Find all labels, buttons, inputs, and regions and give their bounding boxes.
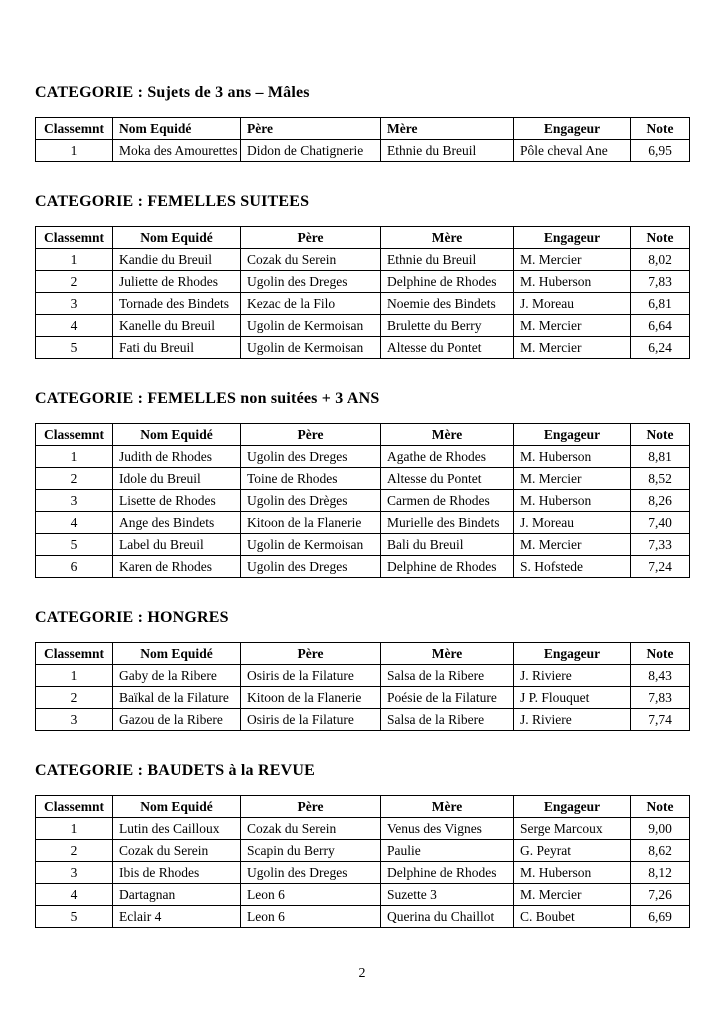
rank-cell: 5 — [36, 534, 113, 556]
horse-name-cell: Dartagnan — [113, 884, 241, 906]
dam-cell: Paulie — [381, 840, 514, 862]
score-cell: 8,52 — [631, 468, 690, 490]
dam-cell: Agathe de Rhodes — [381, 446, 514, 468]
score-cell: 8,43 — [631, 665, 690, 687]
category-title: CATEGORIE : FEMELLES SUITEES — [35, 193, 310, 210]
sire-cell: Ugolin de Kermoisan — [241, 315, 381, 337]
owner-cell: M. Mercier — [514, 249, 631, 271]
score-cell: 7,26 — [631, 884, 690, 906]
rank-cell: 2 — [36, 687, 113, 709]
table-row — [36, 534, 690, 556]
owner-cell: M. Mercier — [514, 315, 631, 337]
column-header: Mère — [381, 118, 514, 140]
column-header: Mère — [381, 227, 514, 249]
sire-cell: Ugolin de Kermoisan — [241, 534, 381, 556]
table-row — [36, 556, 690, 578]
sire-cell: Leon 6 — [241, 884, 381, 906]
score-cell: 8,12 — [631, 862, 690, 884]
rank-cell: 6 — [36, 556, 113, 578]
dam-cell: Ethnie du Breuil — [381, 249, 514, 271]
owner-cell: M. Huberson — [514, 862, 631, 884]
column-header: Classemnt — [36, 643, 113, 665]
table-row — [36, 446, 690, 468]
sire-cell: Ugolin des Drèges — [241, 490, 381, 512]
column-header: Classemnt — [36, 118, 113, 140]
results-table — [35, 226, 690, 359]
header-row — [36, 796, 690, 818]
score-cell: 6,69 — [631, 906, 690, 928]
sire-cell: Ugolin des Dreges — [241, 271, 381, 293]
column-header: Engageur — [514, 118, 631, 140]
horse-name-cell: Fati du Breuil — [113, 337, 241, 359]
owner-cell: Pôle cheval Ane — [514, 140, 631, 162]
owner-cell: M. Mercier — [514, 337, 631, 359]
dam-cell: Delphine de Rhodes — [381, 271, 514, 293]
column-header: Père — [241, 118, 381, 140]
horse-name-cell: Tornade des Bindets — [113, 293, 241, 315]
sire-cell: Osiris de la Filature — [241, 709, 381, 731]
dam-cell: Altesse du Pontet — [381, 337, 514, 359]
column-header: Mère — [381, 643, 514, 665]
table-row — [36, 512, 690, 534]
rank-cell: 1 — [36, 140, 113, 162]
rank-cell: 5 — [36, 906, 113, 928]
owner-cell: S. Hofstede — [514, 556, 631, 578]
score-cell: 8,26 — [631, 490, 690, 512]
dam-cell: Bali du Breuil — [381, 534, 514, 556]
rank-cell: 3 — [36, 862, 113, 884]
dam-cell: Brulette du Berry — [381, 315, 514, 337]
table-row — [36, 906, 690, 928]
category-title: CATEGORIE : Sujets de 3 ans – Mâles — [35, 84, 310, 101]
table-row — [36, 293, 690, 315]
owner-cell: J. Moreau — [514, 293, 631, 315]
horse-name-cell: Kanelle du Breuil — [113, 315, 241, 337]
score-cell: 8,62 — [631, 840, 690, 862]
column-header: Nom Equidé — [113, 424, 241, 446]
column-header: Note — [631, 643, 690, 665]
dam-cell: Murielle des Bindets — [381, 512, 514, 534]
rank-cell: 3 — [36, 709, 113, 731]
sire-cell: Ugolin des Dreges — [241, 556, 381, 578]
score-cell: 7,40 — [631, 512, 690, 534]
rank-cell: 1 — [36, 665, 113, 687]
rank-cell: 4 — [36, 315, 113, 337]
sire-cell: Kitoon de la Flanerie — [241, 687, 381, 709]
header-row — [36, 118, 690, 140]
horse-name-cell: Cozak du Serein — [113, 840, 241, 862]
horse-name-cell: Lutin des Cailloux — [113, 818, 241, 840]
rank-cell: 5 — [36, 337, 113, 359]
table-row — [36, 249, 690, 271]
score-cell: 6,64 — [631, 315, 690, 337]
column-header: Note — [631, 227, 690, 249]
dam-cell: Querina du Chaillot — [381, 906, 514, 928]
dam-cell: Delphine de Rhodes — [381, 556, 514, 578]
horse-name-cell: Moka des Amourettes — [113, 140, 241, 162]
sire-cell: Leon 6 — [241, 906, 381, 928]
horse-name-cell: Gazou de la Ribere — [113, 709, 241, 731]
sections-container — [35, 85, 689, 928]
results-table — [35, 795, 690, 928]
category-title: CATEGORIE : BAUDETS à la REVUE — [35, 762, 315, 779]
column-header: Nom Equidé — [113, 643, 241, 665]
owner-cell: C. Boubet — [514, 906, 631, 928]
column-header: Engageur — [514, 227, 631, 249]
header-row — [36, 424, 690, 446]
sire-cell: Kezac de la Filo — [241, 293, 381, 315]
sire-cell: Toine de Rhodes — [241, 468, 381, 490]
table-row — [36, 665, 690, 687]
table-row — [36, 840, 690, 862]
horse-name-cell: Ibis de Rhodes — [113, 862, 241, 884]
column-header: Note — [631, 796, 690, 818]
horse-name-cell: Baïkal de la Filature — [113, 687, 241, 709]
score-cell: 6,81 — [631, 293, 690, 315]
header-row — [36, 227, 690, 249]
sire-cell: Scapin du Berry — [241, 840, 381, 862]
rank-cell: 1 — [36, 249, 113, 271]
rank-cell: 3 — [36, 293, 113, 315]
owner-cell: Serge Marcoux — [514, 818, 631, 840]
owner-cell: M. Huberson — [514, 271, 631, 293]
dam-cell: Poésie de la Filature — [381, 687, 514, 709]
owner-cell: M. Mercier — [514, 468, 631, 490]
owner-cell: J P. Flouquet — [514, 687, 631, 709]
column-header: Classemnt — [36, 796, 113, 818]
dam-cell: Altesse du Pontet — [381, 468, 514, 490]
score-cell: 8,02 — [631, 249, 690, 271]
column-header: Nom Equidé — [113, 227, 241, 249]
column-header: Engageur — [514, 796, 631, 818]
owner-cell: M. Huberson — [514, 490, 631, 512]
column-header: Note — [631, 424, 690, 446]
horse-name-cell: Gaby de la Ribere — [113, 665, 241, 687]
rank-cell: 2 — [36, 468, 113, 490]
column-header: Père — [241, 643, 381, 665]
horse-name-cell: Label du Breuil — [113, 534, 241, 556]
results-table — [35, 642, 690, 731]
page-number: 2 — [358, 966, 366, 981]
owner-cell: M. Huberson — [514, 446, 631, 468]
dam-cell: Carmen de Rhodes — [381, 490, 514, 512]
table-row — [36, 490, 690, 512]
rank-cell: 3 — [36, 490, 113, 512]
horse-name-cell: Ange des Bindets — [113, 512, 241, 534]
rank-cell: 2 — [36, 271, 113, 293]
owner-cell: J. Riviere — [514, 665, 631, 687]
sire-cell: Osiris de la Filature — [241, 665, 381, 687]
owner-cell: G. Peyrat — [514, 840, 631, 862]
results-table — [35, 423, 690, 578]
table-row — [36, 468, 690, 490]
dam-cell: Noemie des Bindets — [381, 293, 514, 315]
category-section — [35, 194, 689, 359]
score-cell: 7,33 — [631, 534, 690, 556]
category-title: CATEGORIE : FEMELLES non suitées + 3 ANS — [35, 390, 380, 407]
horse-name-cell: Kandie du Breuil — [113, 249, 241, 271]
results-table — [35, 117, 690, 162]
dam-cell: Ethnie du Breuil — [381, 140, 514, 162]
column-header: Mère — [381, 424, 514, 446]
owner-cell: M. Mercier — [514, 884, 631, 906]
horse-name-cell: Karen de Rhodes — [113, 556, 241, 578]
horse-name-cell: Eclair 4 — [113, 906, 241, 928]
score-cell: 7,83 — [631, 687, 690, 709]
column-header: Père — [241, 796, 381, 818]
column-header: Engageur — [514, 424, 631, 446]
score-cell: 8,81 — [631, 446, 690, 468]
horse-name-cell: Judith de Rhodes — [113, 446, 241, 468]
owner-cell: J. Riviere — [514, 709, 631, 731]
score-cell: 6,95 — [631, 140, 690, 162]
table-row — [36, 315, 690, 337]
category-section — [35, 85, 689, 162]
dam-cell: Salsa de la Ribere — [381, 709, 514, 731]
table-row — [36, 884, 690, 906]
table-row — [36, 818, 690, 840]
column-header: Père — [241, 227, 381, 249]
table-row — [36, 687, 690, 709]
category-section — [35, 763, 689, 928]
table-row — [36, 862, 690, 884]
dam-cell: Salsa de la Ribere — [381, 665, 514, 687]
horse-name-cell: Lisette de Rhodes — [113, 490, 241, 512]
horse-name-cell: Idole du Breuil — [113, 468, 241, 490]
score-cell: 9,00 — [631, 818, 690, 840]
table-row — [36, 271, 690, 293]
sire-cell: Ugolin des Dreges — [241, 446, 381, 468]
sire-cell: Kitoon de la Flanerie — [241, 512, 381, 534]
sire-cell: Ugolin de Kermoisan — [241, 337, 381, 359]
owner-cell: J. Moreau — [514, 512, 631, 534]
dam-cell: Venus des Vignes — [381, 818, 514, 840]
score-cell: 7,24 — [631, 556, 690, 578]
rank-cell: 1 — [36, 818, 113, 840]
table-row — [36, 709, 690, 731]
dam-cell: Delphine de Rhodes — [381, 862, 514, 884]
table-row — [36, 337, 690, 359]
sire-cell: Cozak du Serein — [241, 249, 381, 271]
sire-cell: Cozak du Serein — [241, 818, 381, 840]
rank-cell: 1 — [36, 446, 113, 468]
sire-cell: Ugolin des Dreges — [241, 862, 381, 884]
owner-cell: M. Mercier — [514, 534, 631, 556]
category-section — [35, 391, 689, 578]
dam-cell: Suzette 3 — [381, 884, 514, 906]
score-cell: 7,74 — [631, 709, 690, 731]
column-header: Nom Equidé — [113, 796, 241, 818]
category-section — [35, 610, 689, 731]
rank-cell: 2 — [36, 840, 113, 862]
header-row — [36, 643, 690, 665]
score-cell: 6,24 — [631, 337, 690, 359]
table-row — [36, 140, 690, 162]
column-header: Classemnt — [36, 227, 113, 249]
score-cell: 7,83 — [631, 271, 690, 293]
rank-cell: 4 — [36, 512, 113, 534]
column-header: Classemnt — [36, 424, 113, 446]
column-header: Mère — [381, 796, 514, 818]
rank-cell: 4 — [36, 884, 113, 906]
sire-cell: Didon de Chatignerie — [241, 140, 381, 162]
column-header: Note — [631, 118, 690, 140]
category-title: CATEGORIE : HONGRES — [35, 609, 229, 626]
column-header: Engageur — [514, 643, 631, 665]
column-header: Père — [241, 424, 381, 446]
column-header: Nom Equidé — [113, 118, 241, 140]
horse-name-cell: Juliette de Rhodes — [113, 271, 241, 293]
